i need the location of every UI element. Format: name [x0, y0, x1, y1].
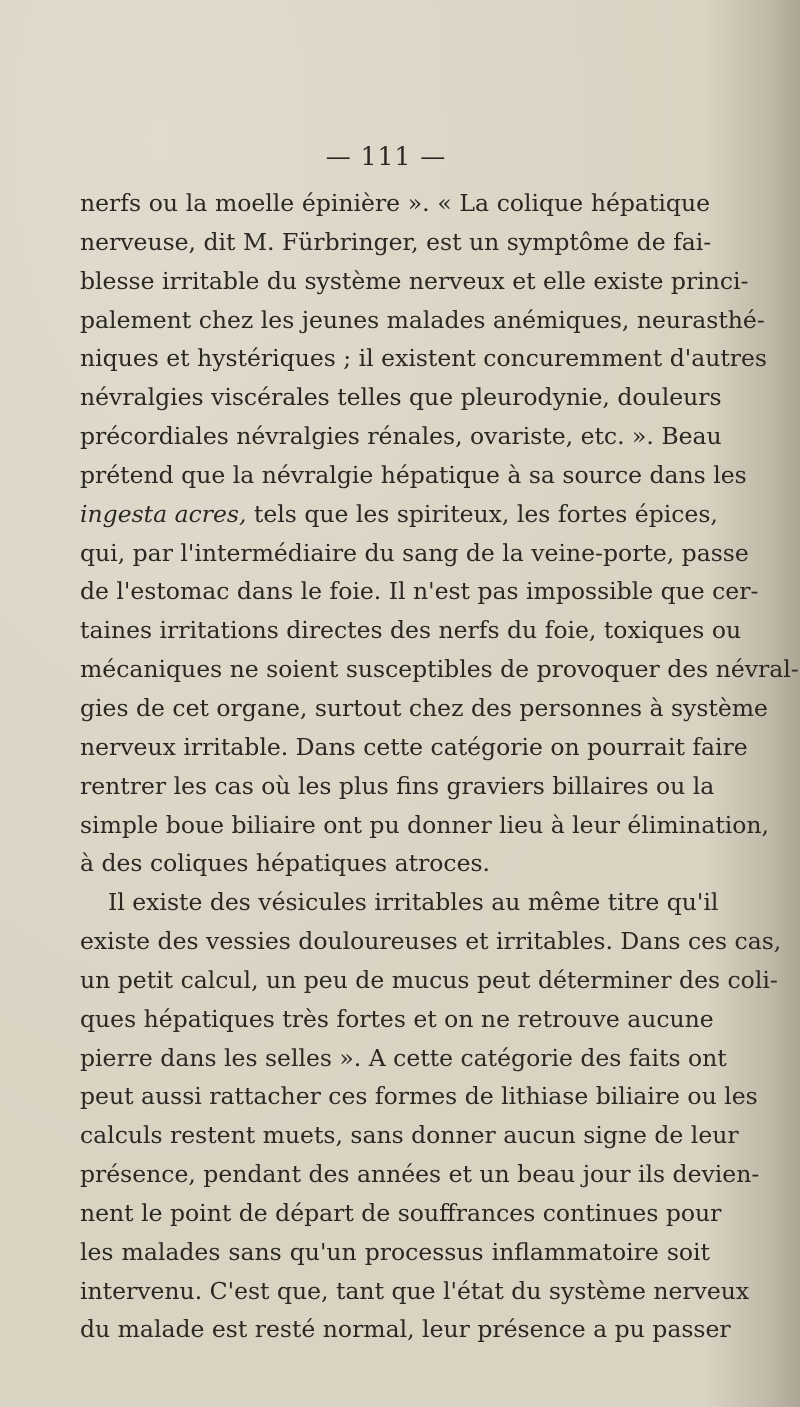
text-line: existe des vessies douloureuses et irritables. Dans ces cas, — [80, 927, 782, 956]
text-line: intervenu. C'est que, tant que l'état du système nerveux — [80, 1276, 750, 1305]
text-line: les malades sans qu'un processus inflammatoire soit — [80, 1237, 710, 1266]
text-line: ques hépatiques très fortes et on ne retrouve aucune — [80, 1004, 714, 1033]
text-line: nerveux irritable. Dans cette catégorie on pourrait faire — [80, 732, 748, 761]
text-line: qui, par l'intermédiaire du sang de la veine-porte, passe — [80, 538, 749, 567]
text-line: pierre dans les selles ». A cette catégorie des faits ont — [80, 1043, 727, 1072]
text-line: névralgies viscérales telles que pleurodynie, douleurs — [80, 383, 722, 412]
text-line: du malade est resté normal, leur présence a pu passer — [80, 1315, 731, 1344]
italic-phrase: ingesta acres, — [80, 499, 247, 528]
text-line: niques et hystériques ; il existent concuremment d'autres — [80, 344, 767, 373]
paragraph-start-line: Il existe des vésicules irritables au même titre qu'il — [108, 888, 719, 917]
body-text — [80, 184, 799, 1349]
text-line-with-italic — [80, 495, 718, 534]
page-number: — 111 — — [325, 142, 447, 171]
text-line: gies de cet organe, surtout chez des personnes à système — [80, 693, 768, 722]
text-line: calculs restent muets, sans donner aucun signe de leur — [80, 1121, 739, 1150]
text-line: simple boue biliaire ont pu donner lieu à leur élimination, — [80, 810, 770, 839]
text-line: précordiales névralgies rénales, ovariste, etc. ». Beau — [80, 422, 722, 451]
text-line: un petit calcul, un peu de mucus peut déterminer des coli- — [80, 965, 778, 994]
text-line: taines irritations directes des nerfs du foie, toxiques ou — [80, 616, 742, 645]
text-line: présence, pendant des années et un beau jour ils devien- — [80, 1160, 760, 1189]
paragraph-end-line: à des coliques hépatiques atroces. — [80, 849, 491, 878]
text-line: mécaniques ne soient susceptibles de provoquer des névral- — [80, 655, 799, 684]
text-line: nerfs ou la moelle épinière ». « La colique hépatique — [80, 189, 710, 217]
text-line-rest: tels que les spiriteux, les fortes épices, — [253, 499, 718, 528]
text-line: blesse irritable du système nerveux et elle existe princi- — [80, 266, 749, 295]
text-line: palement chez les jeunes malades anémiques, neurasthé- — [80, 305, 765, 334]
text-line: de l'estomac dans le foie. Il n'est pas impossible que cer- — [80, 577, 759, 606]
text-line: prétend que la névralgie hépatique à sa source dans les — [80, 460, 747, 489]
text-line: nerveuse, dit M. Fürbringer, est un symptôme de fai- — [80, 227, 712, 256]
text-line: rentrer les cas où les plus fins graviers billaires ou la — [80, 771, 715, 800]
text-line: peut aussi rattacher ces formes de lithiase biliaire ou les — [80, 1082, 758, 1111]
text-line: nent le point de départ de souffrances continues pour — [80, 1198, 722, 1227]
